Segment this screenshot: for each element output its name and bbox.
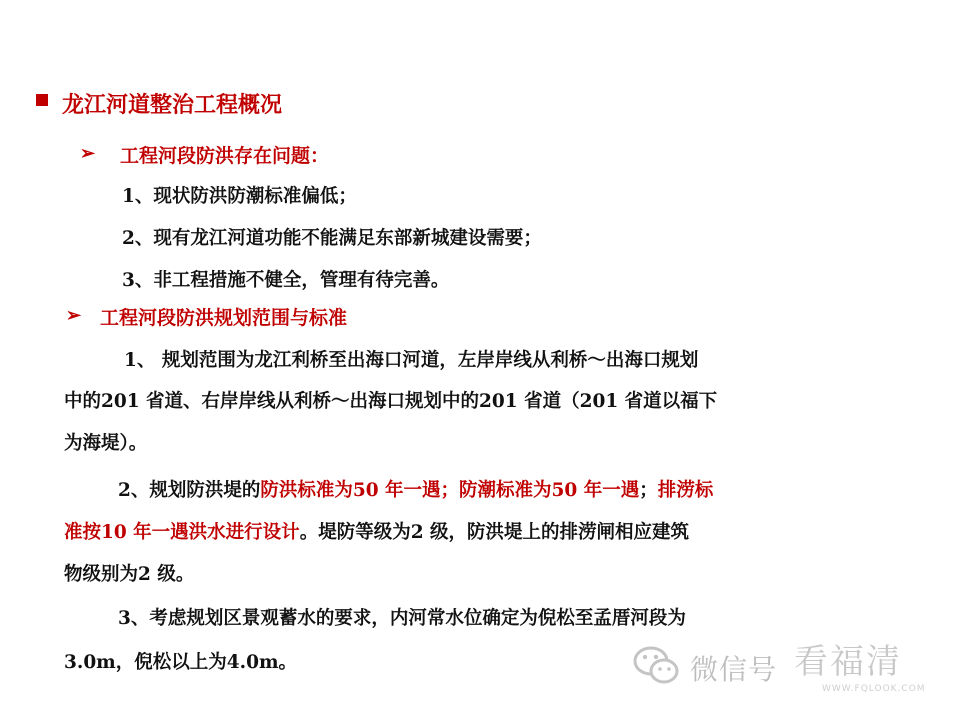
- arrow-bullet-icon: ➢: [80, 143, 96, 164]
- page-title: 龙江河道整治工程概况: [62, 92, 283, 118]
- text-highlight: 防洪标准为50 年一遇；防潮标准为50 年一遇: [260, 480, 640, 501]
- arrow-bullet-icon: ➢: [66, 305, 82, 326]
- text-normal: 2、规划防洪堤的: [118, 480, 261, 501]
- paragraph-line: 物级别为2 级。: [64, 564, 195, 585]
- watermark-url: WWW.FQLOOK.COM: [822, 684, 926, 694]
- list-item: 1、现状防洪防潮标准偏低；: [122, 186, 357, 207]
- text-normal: ；: [639, 480, 658, 501]
- watermark: [632, 640, 942, 700]
- paragraph-line: [118, 476, 713, 502]
- paragraph-line: 中的201 省道、右岸岸线从利桥～出海口规划中的201 省道（201 省道以福下: [64, 391, 718, 412]
- paragraph-line: 1、 规划范围为龙江利桥至出海口河道，左岸岸线从利桥～出海口规划: [124, 350, 699, 371]
- paragraph-line: 3、考虑规划区景观蓄水的要求，内河常水位确定为倪松至孟厝河段为: [118, 608, 686, 629]
- text-highlight: 准按10 年一遇洪水进行设计: [64, 522, 300, 543]
- bullet-square-icon: [36, 94, 48, 106]
- text-normal: 。堤防等级为2 级，防洪堤上的排涝闸相应建筑: [299, 522, 690, 543]
- paragraph-line: 3.0m，倪松以上为4.0m。: [64, 652, 298, 673]
- text-highlight: 排涝标: [657, 480, 714, 501]
- section-title-problems: 工程河段防洪存在问题：: [120, 145, 330, 167]
- paragraph-line: 为海堤）。: [64, 433, 148, 454]
- wechat-icon: [632, 642, 682, 690]
- section-title-planning: 工程河段防洪规划范围与标准: [100, 307, 348, 329]
- watermark-label: 微信号: [690, 653, 778, 686]
- paragraph-line: [64, 518, 689, 544]
- list-item: 3、非工程措施不健全，管理有待完善。: [122, 270, 450, 291]
- list-item: 2、现有龙江河道功能不能满足东部新城建设需要；: [122, 228, 542, 249]
- watermark-brand: 看福清: [794, 642, 902, 682]
